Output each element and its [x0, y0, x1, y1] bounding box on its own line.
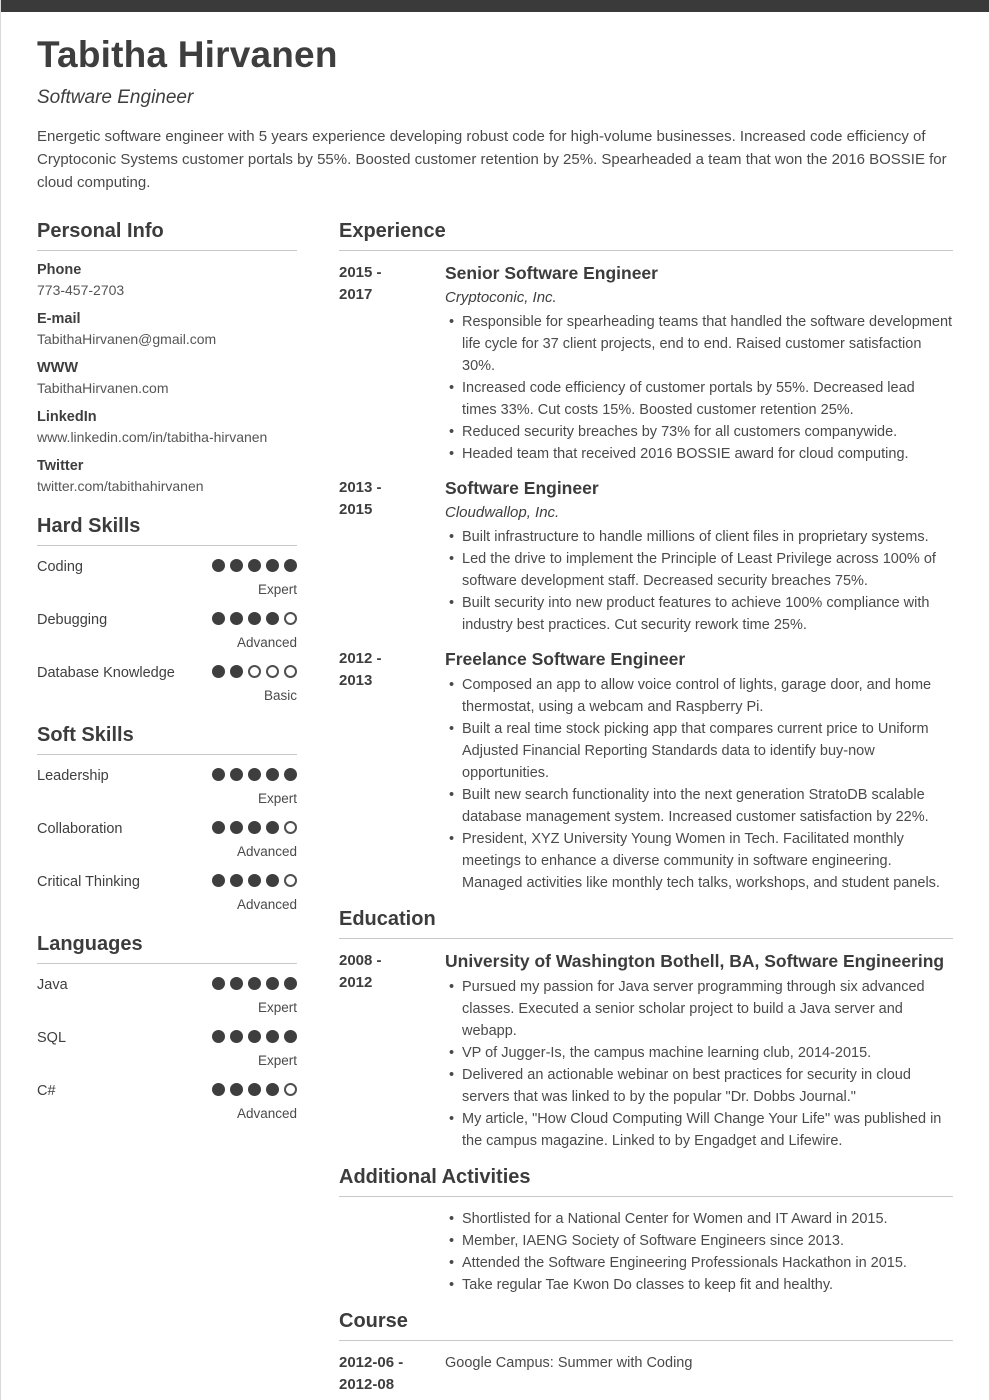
skill-level-label: Basic: [263, 688, 297, 704]
personal-info-item: [37, 311, 297, 348]
entry-dates: [339, 648, 445, 894]
language-level-label: Expert: [257, 1000, 297, 1016]
personal-info-label: LinkedIn: [37, 409, 97, 426]
skill-level-label: Expert: [257, 582, 297, 598]
entry-company: Cryptoconic, Inc.: [445, 289, 557, 307]
bullet-item: • Reduced security breaches by 73% for all customers companywide.: [445, 421, 953, 443]
rating-dot-filled: [230, 1083, 243, 1096]
rating-dot-filled: [212, 821, 225, 834]
language-item: [37, 1081, 297, 1122]
rating-dot-empty: [266, 665, 279, 678]
rating-dot-filled: [230, 1030, 243, 1043]
personal-info-item: [37, 409, 297, 446]
skill-row: [37, 610, 297, 630]
soft-skills-heading: Soft Skills: [37, 724, 297, 755]
entry-title: Senior Software Engineer: [445, 263, 658, 284]
additional-activities-entry: [339, 1208, 953, 1296]
skill-rating-dots: [212, 610, 297, 625]
language-item: [37, 975, 297, 1016]
language-rating-dots: [212, 1081, 297, 1096]
entry-body: [445, 1208, 953, 1296]
skill-name: Database Knowledge: [37, 665, 175, 682]
entry-bullets: [445, 311, 953, 465]
bullet-item: • Shortlisted for a National Center for Women and IT Award in 2015.: [445, 1208, 953, 1230]
rating-dot-filled: [266, 977, 279, 990]
right-column: [339, 220, 953, 1400]
personal-info-label: Twitter: [37, 458, 84, 475]
rating-dot-empty: [284, 821, 297, 834]
rating-dot-filled: [212, 559, 225, 572]
bullet-item: • Built new search functionality into the next generation StratoDB scalable database management system. Increased customer satisfaction by 22%.: [445, 784, 953, 828]
left-column: [37, 220, 297, 1400]
personal-info-heading: Personal Info: [37, 220, 297, 251]
language-level-label: Expert: [257, 1053, 297, 1069]
skill-name: Leadership: [37, 768, 109, 785]
entry-dates: [339, 1352, 445, 1396]
entry-date-start: 2013 -: [339, 479, 382, 497]
personal-info-item: [37, 360, 297, 397]
bullet-item: • Take regular Tae Kwon Do classes to keep fit and healthy.: [445, 1274, 953, 1296]
bullet-item: • Built security into new product features to achieve 100% compliance with industry best practices. Cut security rework time 25%.: [445, 592, 953, 636]
rating-dot-filled: [248, 768, 261, 781]
course-section: [339, 1310, 953, 1396]
personal-info-label: WWW: [37, 360, 79, 377]
languages-section: [37, 933, 297, 1122]
bullet-item: • My article, "How Cloud Computing Will Change Your Life" was published in the campus magazine. Linked to by Engadget and Lifewire.: [445, 1108, 953, 1152]
entry-dates-empty: [339, 1208, 445, 1296]
rating-dot-filled: [212, 977, 225, 990]
entry-date-start: 2012 -: [339, 650, 382, 668]
personal-info-item: [37, 262, 297, 299]
entry-bullets: [445, 674, 953, 894]
rating-dot-filled: [212, 612, 225, 625]
rating-dot-filled: [230, 768, 243, 781]
skill-row: [37, 557, 297, 577]
rating-dot-filled: [212, 665, 225, 678]
hard-skills-heading: Hard Skills: [37, 515, 297, 546]
rating-dot-filled: [266, 1030, 279, 1043]
language-rating-dots: [212, 1028, 297, 1043]
rating-dot-filled: [212, 1083, 225, 1096]
additional-activities-bullets: [445, 1208, 953, 1296]
additional-activities-section: [339, 1166, 953, 1296]
rating-dot-empty: [284, 874, 297, 887]
course-heading: Course: [339, 1310, 953, 1341]
rating-dot-filled: [230, 874, 243, 887]
entry-body: [445, 950, 953, 1152]
rating-dot-filled: [284, 977, 297, 990]
education-entries: [339, 950, 953, 1152]
languages-heading: Languages: [37, 933, 297, 964]
skill-name: Debugging: [37, 612, 108, 629]
language-name: C#: [37, 1083, 56, 1100]
personal-info-list: [37, 262, 297, 495]
skill-rating-dots: [212, 766, 297, 781]
personal-info-value: twitter.com/tabithahirvanen: [37, 478, 204, 495]
language-name: SQL: [37, 1030, 67, 1047]
skill-row: [37, 663, 297, 683]
experience-entry: [339, 477, 953, 636]
rating-dot-filled: [284, 768, 297, 781]
rating-dot-filled: [248, 1083, 261, 1096]
person-job-title: Software Engineer: [37, 87, 194, 108]
entry-body: [445, 648, 953, 894]
personal-info-value: TabithaHirvanen@gmail.com: [37, 331, 217, 348]
language-level-label: Advanced: [236, 1106, 297, 1122]
experience-section: [339, 220, 953, 894]
bullet-item: • Built infrastructure to handle millions of client files in proprietary systems.: [445, 526, 953, 548]
skill-level-label: Advanced: [236, 897, 297, 913]
bullet-item: • Led the drive to implement the Principle of Least Privilege across 100% of software development staff. Decreased security breaches 75%.: [445, 548, 953, 592]
skill-row: [37, 975, 297, 995]
skill-rating-dots: [212, 819, 297, 834]
bullet-item: • Responsible for spearheading teams that handled the software development life cycle for 37 client projects, end to end. Raised customer satisfaction 30%.: [445, 311, 953, 377]
rating-dot-filled: [212, 1030, 225, 1043]
soft-skills-section: [37, 724, 297, 913]
personal-info-label: E-mail: [37, 311, 81, 328]
language-name: Java: [37, 977, 68, 994]
skill-item: [37, 557, 297, 598]
experience-heading: Experience: [339, 220, 953, 251]
course-entries: [339, 1352, 953, 1396]
personal-info-value: TabithaHirvanen.com: [37, 380, 169, 397]
rating-dot-filled: [230, 665, 243, 678]
skill-row: [37, 819, 297, 839]
skill-row: [37, 1081, 297, 1101]
bullet-item: • Member, IAENG Society of Software Engineers since 2013.: [445, 1230, 953, 1252]
resume-content: [1, 12, 989, 1400]
entry-company: Cloudwallop, Inc.: [445, 504, 560, 522]
skill-level-label: Advanced: [236, 635, 297, 651]
hard-skills-section: [37, 515, 297, 704]
rating-dot-filled: [266, 1083, 279, 1096]
entry-date-end: 2012: [339, 974, 373, 992]
experience-entry: [339, 648, 953, 894]
rating-dot-filled: [230, 821, 243, 834]
language-item: [37, 1028, 297, 1069]
entry-body: [445, 1352, 953, 1396]
entry-dates: [339, 950, 445, 1152]
bullet-item: • Increased code efficiency of customer portals by 55%. Decreased lead times 33%. Cut costs 15%. Boosted customer retention 25%.: [445, 377, 953, 421]
rating-dot-filled: [212, 874, 225, 887]
bullet-item: • Headed team that received 2016 BOSSIE award for cloud computing.: [445, 443, 953, 465]
bullet-item: • Built a real time stock picking app that compares current price to Uniform Adjusted Financial Reporting Standards data to identify buy-now opportunities.: [445, 718, 953, 784]
skill-item: [37, 872, 297, 913]
education-entry: [339, 950, 953, 1152]
personal-info-section: [37, 220, 297, 495]
rating-dot-filled: [248, 874, 261, 887]
soft-skills-list: [37, 766, 297, 913]
personal-info-item: [37, 458, 297, 495]
rating-dot-filled: [284, 1030, 297, 1043]
entry-dates: [339, 477, 445, 636]
rating-dot-filled: [230, 977, 243, 990]
entry-body: [445, 262, 953, 465]
skill-rating-dots: [212, 557, 297, 572]
skill-row: [37, 766, 297, 786]
rating-dot-filled: [248, 977, 261, 990]
languages-list: [37, 975, 297, 1122]
bullet-item: • President, XYZ University Young Women in Tech. Facilitated monthly meetings to enhance a diverse community in software engineering. Managed activities like monthly tech talks, workshops, and student panels.: [445, 828, 953, 894]
entry-date-start: 2008 -: [339, 952, 382, 970]
skill-item: [37, 663, 297, 704]
experience-entry: [339, 262, 953, 465]
language-rating-dots: [212, 975, 297, 990]
entry-body: [445, 477, 953, 636]
entry-date-end: 2012-08: [339, 1376, 395, 1394]
skill-level-label: Expert: [257, 791, 297, 807]
rating-dot-empty: [284, 665, 297, 678]
entry-bullets: [445, 976, 953, 1152]
rating-dot-filled: [248, 821, 261, 834]
entry-bullets: [445, 526, 953, 636]
entry-title: Freelance Software Engineer: [445, 649, 686, 670]
rating-dot-filled: [266, 768, 279, 781]
entry-date-end: 2015: [339, 501, 373, 519]
bullet-item: • Pursued my passion for Java server programming through six advanced classes. Executed a senior scholar project to build a Java server and webapp.: [445, 976, 953, 1042]
entry-date-start: 2015 -: [339, 264, 382, 282]
rating-dot-filled: [266, 612, 279, 625]
experience-entries: [339, 262, 953, 894]
hard-skills-list: [37, 557, 297, 704]
bullet-item: • Delivered an actionable webinar on best practices for security in cloud servers that was linked to by the popular "Dr. Dobbs Journal.": [445, 1064, 953, 1108]
additional-activities-heading: Additional Activities: [339, 1166, 953, 1197]
skill-row: [37, 872, 297, 892]
personal-info-label: Phone: [37, 262, 82, 279]
rating-dot-empty: [248, 665, 261, 678]
rating-dot-filled: [284, 559, 297, 572]
rating-dot-filled: [266, 559, 279, 572]
education-section: [339, 908, 953, 1152]
skill-item: [37, 610, 297, 651]
rating-dot-filled: [230, 612, 243, 625]
skill-rating-dots: [212, 663, 297, 678]
skill-rating-dots: [212, 872, 297, 887]
rating-dot-filled: [212, 768, 225, 781]
entry-date-start: 2012-06 -: [339, 1354, 404, 1372]
skill-item: [37, 819, 297, 860]
education-heading: Education: [339, 908, 953, 939]
entry-date-end: 2017: [339, 286, 373, 304]
entry-title: Software Engineer: [445, 478, 599, 499]
rating-dot-filled: [248, 1030, 261, 1043]
resume-header: [37, 34, 953, 194]
personal-info-value: 773-457-2703: [37, 282, 125, 299]
course-title: Google Campus: Summer with Coding: [445, 1355, 693, 1372]
rating-dot-empty: [284, 1083, 297, 1096]
top-accent-bar: [1, 0, 989, 12]
skill-level-label: Advanced: [236, 844, 297, 860]
rating-dot-filled: [248, 612, 261, 625]
person-name: Tabitha Hirvanen: [37, 34, 338, 75]
skill-item: [37, 766, 297, 807]
personal-info-value: www.linkedin.com/in/tabitha-hirvanen: [37, 429, 268, 446]
skill-row: [37, 1028, 297, 1048]
skill-name: Collaboration: [37, 821, 123, 838]
bullet-item: • Attended the Software Engineering Professionals Hackathon in 2015.: [445, 1252, 953, 1274]
bullet-item: • VP of Jugger-Is, the campus machine learning club, 2014-2015.: [445, 1042, 953, 1064]
rating-dot-filled: [248, 559, 261, 572]
rating-dot-filled: [266, 821, 279, 834]
entry-title: University of Washington Bothell, BA, Software Engineering: [445, 951, 945, 972]
rating-dot-filled: [230, 559, 243, 572]
skill-name: Critical Thinking: [37, 874, 140, 891]
skill-name: Coding: [37, 559, 83, 576]
course-entry: [339, 1352, 953, 1396]
two-column-layout: [37, 220, 953, 1400]
entry-dates: [339, 262, 445, 465]
rating-dot-empty: [284, 612, 297, 625]
rating-dot-filled: [266, 874, 279, 887]
bullet-item: • Composed an app to allow voice control of lights, garage door, and home thermostat, using a webcam and Raspberry Pi.: [445, 674, 953, 718]
profile-summary: Energetic software engineer with 5 years experience developing robust code for high-volume businesses. Increased code efficiency of Cryptoconic Systems customer portals by 55%. Boosted customer retention by 25%. Spearheaded a team that won the 2016 BOSSIE for cloud computing.: [37, 128, 947, 191]
entry-date-end: 2013: [339, 672, 373, 690]
